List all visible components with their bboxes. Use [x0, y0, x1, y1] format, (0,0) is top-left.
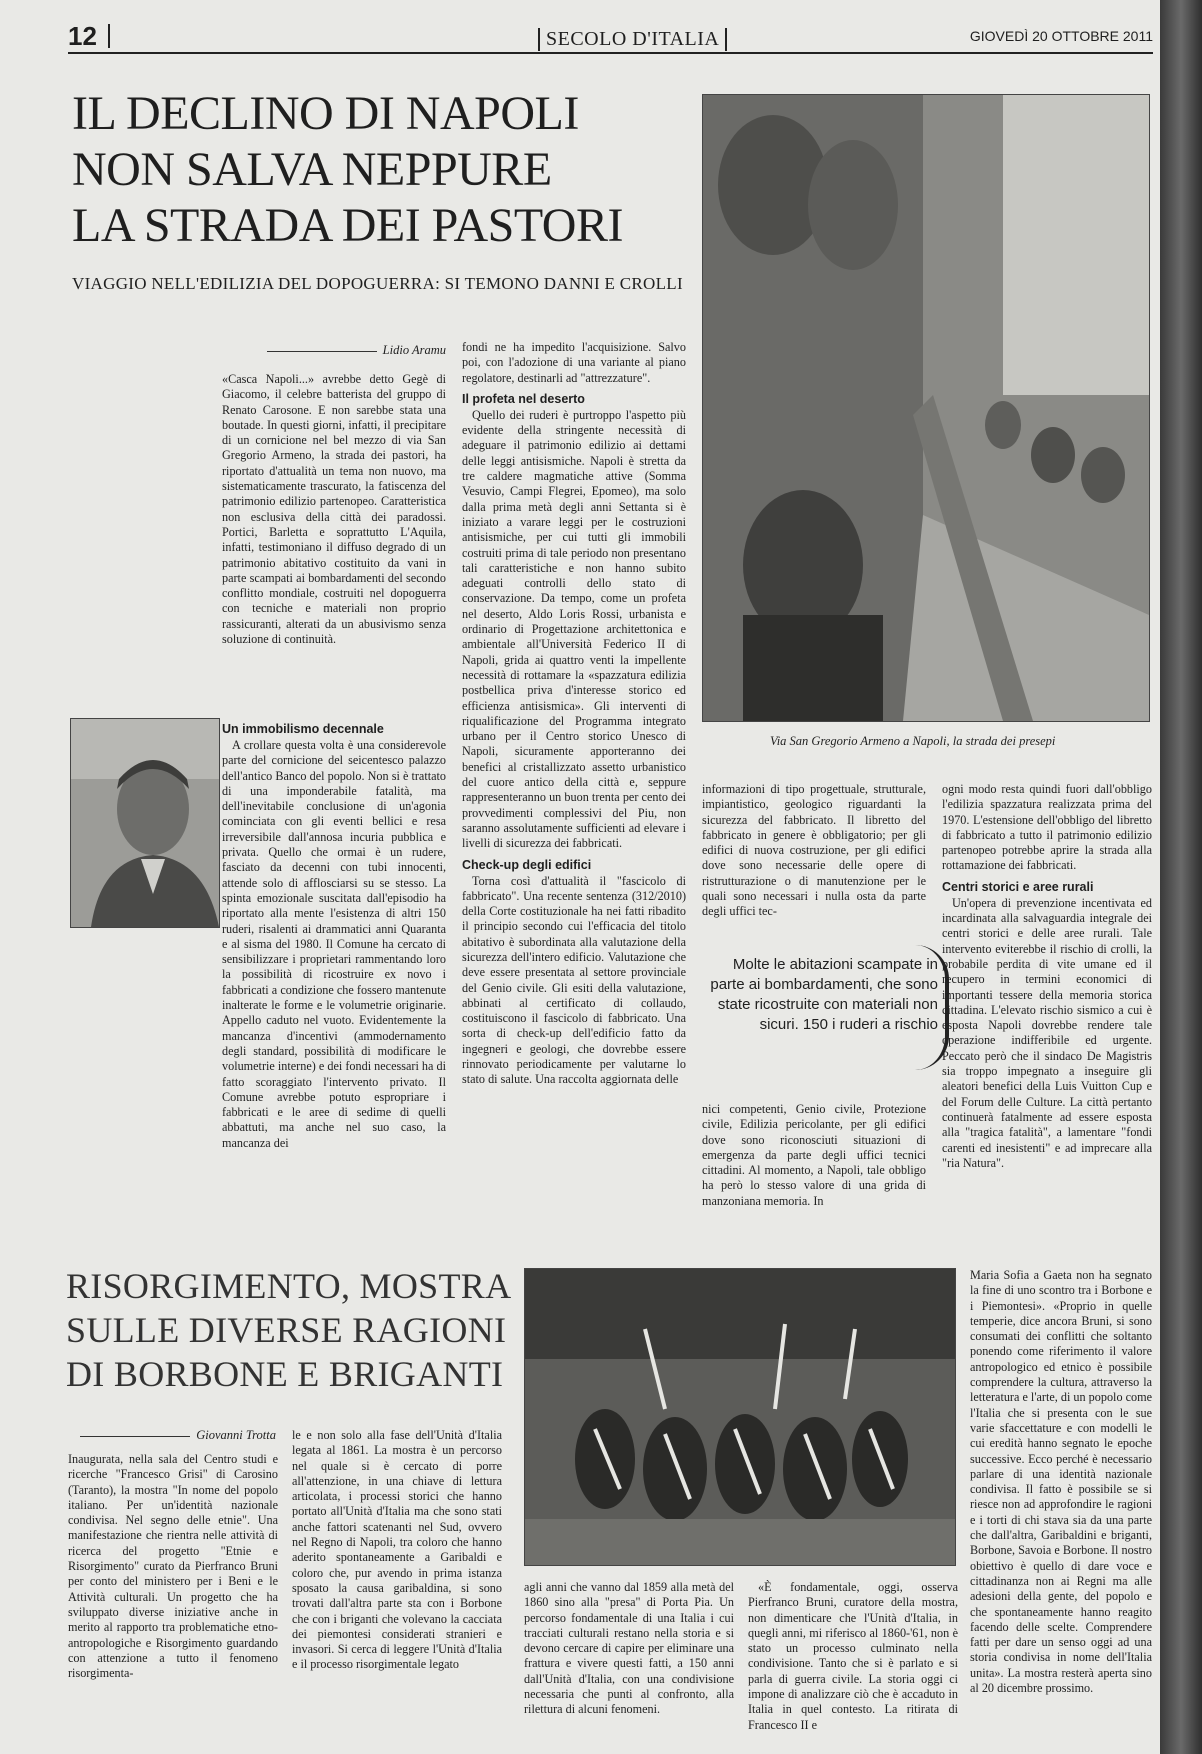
page-number: 12 [68, 24, 110, 48]
article-paragraph: Torna così d'attualità il "fascicolo di fabbricato". Una recente sentenza (312/2010) della Corte costituzionale ha nei fatti ribadito il principio secondo cui l'efficacia del titolo abitativo è subordinata alla valutazione della sicurezza dell'intero edificio. Valutazione che deve essere presentata al settore provinciale del Genio civile. Gli esiti della valutazione, abbinati al certificato di collaudo, costituiscono il fascicolo di fabbricato. Una sorta di check-up dell'edificio fatto da ingegneri e geologi, che dovrebbe essere rinnovato periodicamente per valutarne lo stato di salute. Una raccolta aggiornata delle [462, 873, 686, 1087]
article-paragraph: «È fondamentale, oggi, osserva Pierfranco Bruni, curatore della mostra, non dimenticare che l'Unità d'Italia, in quegli anni, mi riferisco al 1860-'61, non è stato un processo culminato nella condivisione. Tanto che si è parlato e si parla di guerra civile. La storia oggi ci impone di analizzare ciò che è accaduto in Italia in quel contesto. La ritirata di Francesco II e [748, 1580, 958, 1732]
article-paragraph: Maria Sofia a Gaeta non ha segnato la fine di uno scontro tra i Borbone e i Piemontesi». «Proprio in quelle temperie, dice ancora Bruni, si sono consumati dei conflitti che soltanto ponendo come riferimento il valore antropologico ed etnico è possibile comprendere la cultura, attraverso la letteratura e l'arte, di un popolo come l'Italia che si presenta con le sue varie sfaccettature e con modelli le cui eredità hanno segnato le epoche successive. Ecco perché è necessario parlare di una identità nazionale condivisa. Il fatto è possibile se si riesce non ad approfondire le ragioni e i torti di chi stava sia da una parte che dall'altra, Garibaldini e briganti, Borbone, Savoia e Borbone. Il nostro obiettivo è quello di dare voce e cittadinanza non ai Regni ma alle adesioni della gente, del popolo e che spontaneamente hanno reagito facendo delle scelte. Comprendere fatti per dare un senso oggi ad una storia condivisa in nome dell'Italia unita». La mostra resterà aperta sino al 20 dicembre prossimo. [970, 1268, 1152, 1696]
article-column-1-continued [222, 716, 446, 1228]
second-article-column-4 [748, 1580, 958, 1742]
photo-caption: Via San Gregorio Armeno a Napoli, la strada dei presepi [770, 734, 1056, 748]
headline-line: SULLE DIVERSE RAGIONI [66, 1310, 507, 1350]
article-column-1 [222, 372, 446, 698]
article-paragraph: Inaugurata, nella sala del Centro studi e ricerche "Francesco Grisi" di Carosino (Taranto), la mostra "In nome del popolo italiano. Per un'identità nazionale condivisa. Nel segno delle etnie". Una manifestazione che rientra nelle attività di ricerca del progetto "Etnie e Risorgimento" curato da Pierfranco Bruni per conto del ministero per i Beni e le Attività culturali. Un progetto che ha sviluppato diverse iniziative anche in merito al rapporto tra problematiche etno-antropologiche e Risorgimento guardando con attenzione a tutto il fenomeno risorgimenta- [68, 1452, 278, 1681]
section-subheading: Un immobilismo decennale [222, 722, 384, 736]
headline-line: DI BORBONE E BRIGANTI [66, 1354, 504, 1394]
article-column-3-continued [702, 1102, 926, 1228]
street-market-photo [702, 94, 1150, 722]
second-article-column-5 [970, 1268, 1152, 1742]
section-subheading: Check-up degli edifici [462, 857, 592, 872]
section-subheading: Centri storici e aree rurali [942, 879, 1094, 894]
page-binding-edge [1160, 0, 1202, 1754]
article-paragraph: le e non solo alla fase dell'Unità d'Italia legata al 1861. La mostra è un percorso nel quale si è cercato di porre all'attenzione, in una chiave di lettura articolata, i processi storici che hanno portato all'Unità d'Italia ma che sono stati anche fattori scatenanti nel Sud, ovvero nel Regno di Napoli, tra coloro che hanno aderito spontaneamente a Garibaldi e coloro che, pur avendo in prima istanza sposato la causa garibaldina, si sono trovati dall'altra parte sta con i Borbone che con i briganti che volevano la cacciata dei piemontesi considerati stranieri e invasori. Si cerca di leggere l'Unità d'Italia e il processo risorgimentale legato [292, 1428, 502, 1672]
second-author-byline [66, 1428, 276, 1443]
article-column-4 [942, 782, 1152, 1228]
author-name: Lidio Aramu [382, 343, 446, 357]
pull-quote: Molte le abitazioni scampate in parte ai bombardamenti, che sono state ricostruite con materiali non sicuri. 150 i ruderi a rischio [710, 956, 938, 1033]
article-paragraph: informazioni di tipo progettuale, strutturale, impiantistico, geologico riguardanti la sicurezza del fabbricato. Il libretto del fabbricato in genere è obbligatorio; per gli edifici di nuova costruzione, per gli edifici dove sono necessarie delle opere di ristrutturazione o di manutenzione per le quali sono necessari i nulla osta da parte degli uffici tec- [702, 782, 926, 919]
article-column-2 [462, 340, 686, 1228]
second-article-column-2 [292, 1428, 502, 1742]
issue-date: GIOVEDÌ 20 OTTOBRE 2011 [969, 28, 1153, 44]
newspaper-name: SECOLO D'ITALIA [538, 28, 727, 51]
author-portrait-photo [70, 718, 220, 928]
article-subheadline: VIAGGIO NELL'EDILIZIA DEL DOPOGUERRA: SI TEMONO DANNI E CROLLI [72, 274, 683, 293]
article-paragraph: A crollare questa volta è una considerevole parte del cornicione del seicentesco palazzo dell'antico Banco del popolo. Non si è trattato di una imponderabile fatalità, ma dell'inevitabile conclusione di un'agonia cominciata con gli eventi bellici e resa irreversibile dall'annosa incuria pubblica e privata. Quello che ormai è un rudere, fasciato da decenni con tubi innocenti, attende solo di afflosciarsi su se stesso. La spinta emozionale suscitata dall'episodio ha riportato alla mente l'esistenza di altri 150 ruderi, risalenti ai drammatici anni Quaranta e al sisma del 1980. Il Comune ha cercato di sensibilizzare i proprietari rammentando loro la possibilità di ricostruire ex novo i fabbricati a condizione che fossero mantenute inalterate le forme e le volumetrie originarie. Appello caduto nel vuoto. Evidentemente la mancanza d'incentivi (ammodernamento degli standard, possibilità di modificare le volumetrie interne) e dei fondi necessari ha di fatto scoraggiato l'intervento privato. Il Comune avrebbe potuto espropriare i fabbricati e le aree di sedime di quelli abbattuti, ma anche nel suo caso, la mancanza dei [222, 738, 446, 1150]
article-paragraph: nici competenti, Genio civile, Protezione civile, Edilizia pericolante, per gli edifici dove sono riconosciuti situazioni di emergenza da parte degli uffici tecnici cittadini. Al momento, a Napoli, tale obbligo ha però lo stesso valore di una grida di manzoniana memoria. In [702, 1102, 926, 1208]
second-article-column-3 [524, 1580, 734, 1742]
brigands-painting-photo [524, 1268, 956, 1566]
article-paragraph: fondi ne ha impedito l'acquisizione. Salvo poi, con l'adozione di una variante al piano regolatore, destinarli ad "attrezzature". [462, 340, 686, 385]
article-column-3 [702, 782, 926, 937]
author-name: Giovanni Trotta [196, 1428, 276, 1442]
article-paragraph: «Casca Napoli...» avrebbe detto Gegè di Giacomo, il celebre batterista del gruppo di Renato Carosone. E non sarebbe stata una boutade. In questi giorni, infatti, il precipitare di un cornicione nel bel mezzo di via San Gregorio Armeno, la strada dei pastori, ha riportato d'attualità un tema non nuovo, ma sistematicamente trascurato, la fatiscenza del patrimonio edilizio partenopeo. Caratteristica non esclusiva della città dei paradossi. Portici, Barletta e soprattutto L'Aquila, infatti, testimoniano il diffuso degrado di un patrimonio abitativo costituito da vani in parte scampati ai bombardamenti del secondo conflitto mondiale, costruiti nel dopoguerra con tecniche e materiali non proprio rassicuranti, alterati da un abusivismo senza soluzione di continuità. [222, 372, 446, 647]
article-paragraph: Quello dei ruderi è purtroppo l'aspetto più evidente della stringente necessità di adeguare il patrimonio edilizio ai dettami delle leggi antisismiche. Napoli è stretta da tre caldere magmatiche attive (Somma Vesuvio, Campi Flegrei, Epomeo), ma solo dalla prima metà degli anni Settanta si è iniziato a varare leggi per le costruzioni antisismiche, per cui tutti gli immobili costruiti prima di tale periodo non presentano tali caratteristiche e non hanno subito adeguati controlli dello stato di conservazione. Da tempo, come un profeta nel deserto, Aldo Loris Rossi, urbanista e ordinario di Progettazione architettonica e ambientale all'Università Federico II di Napoli, grida ai quattro venti la impellente necessità di rottamare la «spazzatura edilizia postbellica priva d'interesse storico ed efficienza antisismica». Gli interventi di riqualificazione del Programma integrato urbano per il Centro storico Unesco di Napoli, sicuramente apporteranno dei benefici al cristallizzato assetto urbanistico del cuore antico della città e, seppure rappresenteranno un buon trenta per cento dei provvedimenti complessivi del Piu, non saranno assolutamente sufficienti ad elevare i livelli di sicurezza dei fabbricati. [462, 407, 686, 851]
page-header [68, 21, 1153, 54]
second-article-column-1 [68, 1452, 278, 1742]
headline-line: NON SALVA NEPPURE [72, 143, 552, 196]
article-paragraph: ogni modo resta quindi fuori dall'obbligo l'edilizia spazzatura realizzata prima del 1970. L'estensione dell'obbligo del libretto di fabbricato a tutto il patrimonio edilizio partenopeo potrebbe aprire la strada alla rottamazione dei fabbricati. [942, 782, 1152, 873]
second-article-headline [66, 1264, 516, 1396]
article-paragraph: agli anni che vanno dal 1859 alla metà del 1860 sino alla "presa" di Porta Pia. Un percorso fondamentale di una Italia i cui tracciati culturali restano nella storia e si devono cercare di capire per eliminare una frattura e vivere questi fatti, a 150 anni dall'Unità d'Italia, con una condivisione necessaria che punti al confronto, alla rilettura di alcuni fenomeni. [524, 1580, 734, 1717]
headline-line: IL DECLINO DI NAPOLI [72, 87, 579, 140]
author-byline [226, 343, 446, 358]
section-subheading: Il profeta nel deserto [462, 391, 585, 406]
headline-line: LA STRADA DEI PASTORI [72, 199, 623, 252]
article-headline [72, 86, 692, 254]
headline-line: RISORGIMENTO, MOSTRA [66, 1266, 512, 1306]
article-paragraph: Un'opera di prevenzione incentivata ed incardinata alla salvaguardia integrale dei centri storici e delle aree rurali. Tale intervento eviterebbe il rischio di crolli, la probabile perdita di vite umane ed il recupero in termini economici di importanti tessere della memoria storica cittadina. L'elevato rischio sismico a cui è esposta Napoli dovrebbe rendere tale operazione indifferibile ed urgente. Peccato però che il sindaco De Magistris sia troppo impegnato a inseguire gli aleatori benefici della Luis Vuitton Cup e del Forum delle Culture. La città pertanto continuerà fatalmente ad essere esposta alla "tragica fatalità", a lamentare "fondi carenti ed inesistenti" e ad imprecare alla "ria Natura". [942, 895, 1152, 1170]
